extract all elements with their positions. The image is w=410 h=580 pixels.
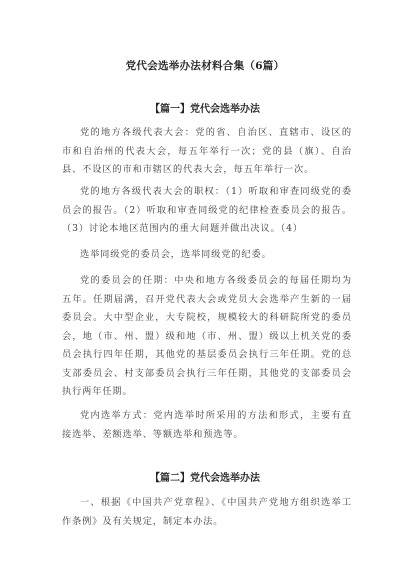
paragraph: 选举同级党的委员会，选举同级党的纪委。 [80, 249, 272, 260]
paragraph: 党内选举方式：党内选举时所采用的方法和形式，主要有直接选举、差额选举、等额选举和预选等。 [62, 410, 352, 440]
paragraph: 党的地方各级代表大会：党的省、自治区、直辖市、设区的市和自治州的代表大会，每五年举行一次；党的县（旗）、自治县、不设区的市和市辖区的代表大会，每五年举行一次。 [62, 127, 352, 175]
paragraph: 党的地方各级代表大会的职权：（1）听取和审查同级党的委员会的报告。（2）听取和审查同级党的纪律检查委员会的报告。（3）讨论本地区范围内的重大问题并做出决议。（4） [62, 186, 352, 234]
paragraph: 党的委员会的任期：中央和地方各级委员会的每届任期均为五年。任期届满，召开党代表大会或党员大会选举产生新的一届委员会。大中型企业，大专院校，规模较大的科研院所党的委员会，地（市、州、盟）级和地（市、州、盟）级以上机关党的委员会执行四年任期，其他党的基层委员会执行三年任期。党的总支部委员会、村支部委员会执行三年任期，其他党的支部委员会执行两年任期。 [62, 275, 352, 397]
section-heading-1: 【篇一】党代会选举办法 [150, 104, 260, 115]
paragraph: 一、根据《中国共产党章程》、《中国共产党地方组织选举工作条例》及有关规定，制定本办法。 [62, 497, 352, 527]
section-heading-2: 【篇二】党代会选举办法 [150, 473, 260, 484]
document-title: 党代会选举办法材料合集（6篇） [125, 60, 285, 72]
